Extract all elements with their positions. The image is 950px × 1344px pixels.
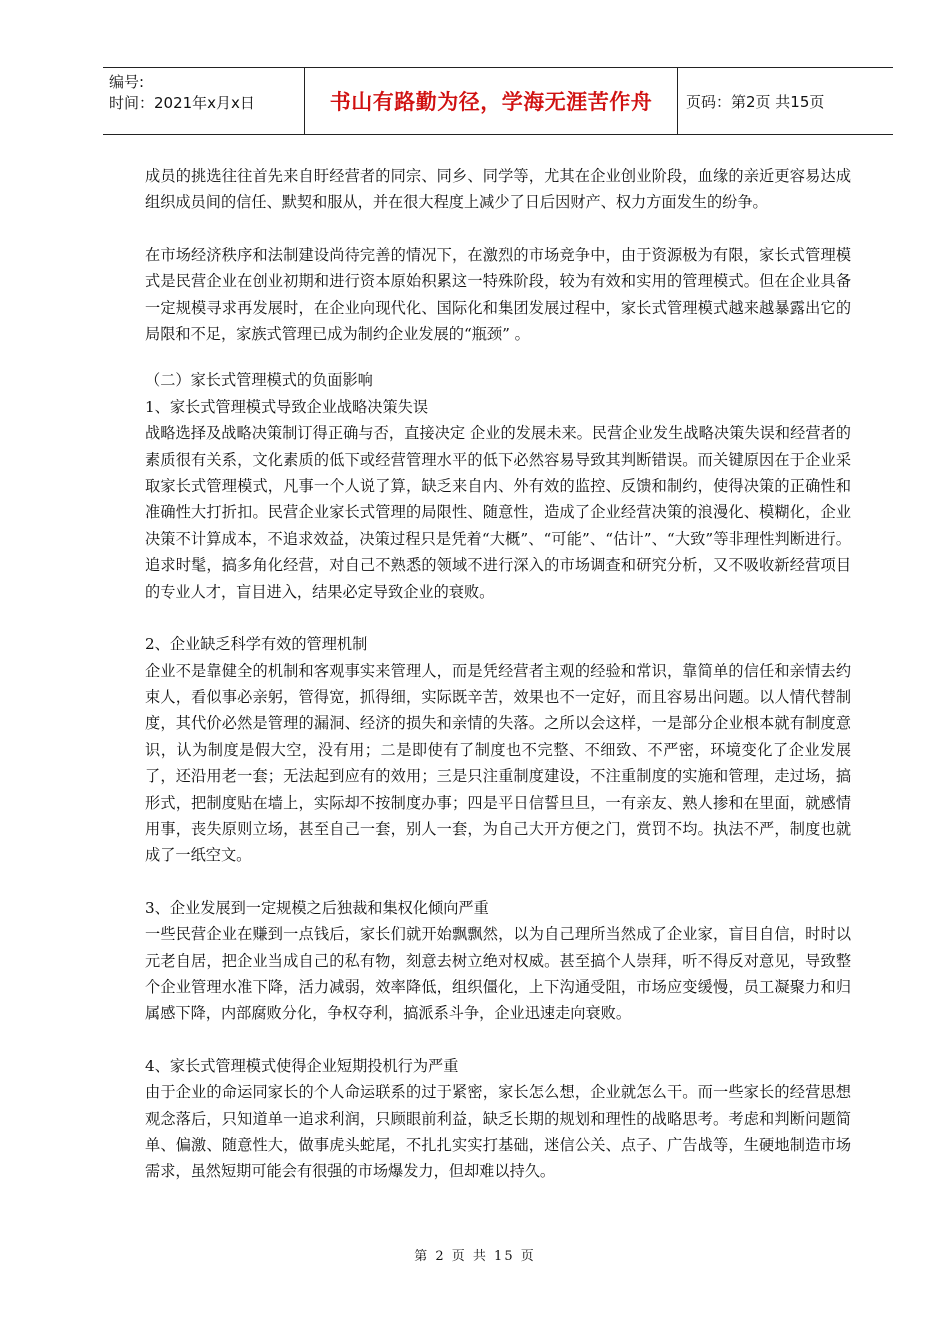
paragraph: 企业不是靠健全的机制和客观事实来管理人，而是凭经营者主观的经验和常识，靠简单的信任和亲情去约束人，看似事必亲躬，管得宽，抓得细，实际既辛苦，效果也不一定好，而且容易出问题。以人情代替制度，其代价必然是管理的漏洞、经济的损失和亲情的失落。之所以会这样，一是部分企业根本就有制度意识，认为制度是假大空，没有用；二是即使有了制度也不完整、不细致、不严密，环境变化了企业发展了，还沿用老一套；无法起到应有的效用；三是只注重制度建设，不注重制度的实施和管理，走过场，搞形式，把制度贴在墙上，实际却不按制度办事；四是平日信誓旦旦，一有亲友、熟人掺和在里面，就感情用事，丧失原则立场，甚至自己一套，别人一套，为自己大开方便之门，赏罚不均。执法不严，制度也就成了一纸空文。	[145, 661, 851, 865]
page-footer: 第 2 页 共 15 页	[414, 1249, 536, 1264]
paragraph: 战略选择及战略决策制订得正确与否，直接决定 企业的发展未来。民营企业发生战略决策失误和经营者的素质很有关系，文化素质的低下或经营管理水平的低下必然容易导致其判断错误。而关键原因在于企业采取家长式管理模式，凡事一个人说了算，缺乏来自内、外有效的监控、反馈和制约，使得决策的正确性和准确性大打折扣。民营企业家长式管理的局限性、随意性，造成了企业经营决策的浪漫化、模糊化，企业决策不计算成本，不追求效益，决策过程只是凭着“大概”、“可能”、“估计”、“大致”等非理性判断进行。追求时髦，搞多角化经营，对自己不熟悉的领域不进行深入的市场调查和研究分析，又不吸收新经营项目的专业人才，盲目进入，结果必定导致企业的衰败。	[145, 424, 851, 601]
subsection-heading: 1、家长式管理模式导致企业战略决策失误	[145, 397, 429, 416]
paragraph: 由于企业的命运同家长的个人命运联系的过于紧密，家长怎么想，企业就怎么干。而一些家长的经营思想观念落后，只知道单一追求利润，只顾眼前利益，缺乏长期的规划和理性的战略思考。考虑和判断问题简单、偏激、随意性大，做事虎头蛇尾，不扎扎实实打基础，迷信公关、点子、广告战等，生硬地制造市场需求，虽然短期可能会有很强的市场爆发力，但却难以持久。	[145, 1083, 851, 1181]
header-page-info: 页码：第2页 共15页	[686, 92, 825, 111]
paragraph: 一些民营企业在赚到一点钱后，家长们就开始飘飘然，以为自己理所当然成了企业家，盲目自信，时时以元老自居，把企业当成自己的私有物，刻意去树立绝对权威。甚至搞个人崇拜，听不得反对意见，导致整个企业管理水准下降，活力减弱，效率降低，组织僵化，上下沟通受阻，市场应变缓慢，员工凝聚力和归属感下降，内部腐败分化，争权夺利，搞派系斗争，企业迅速走向衰败。	[145, 925, 851, 1023]
page-header	[103, 67, 893, 135]
subsection-heading: 3、企业发展到一定规模之后独裁和集权化倾向严重	[145, 898, 489, 917]
document-date: 时间：2021年x月x日	[109, 94, 255, 112]
document-number-label: 编号:	[109, 73, 145, 91]
header-motto: 书山有路勤为径，学海无涯苦作舟	[329, 90, 653, 114]
section-heading: （二）家长式管理模式的负面影响	[145, 371, 373, 390]
paragraph: 在市场经济秩序和法制建设尚待完善的情况下，在激烈的市场竞争中，由于资源极为有限，家长式管理模式是民营企业在创业初期和进行资本原始积累这一特殊阶段，较为有效和实用的管理模式。但在企业具备一定规模寻求再发展时，在企业向现代化、国际化和集团发展过程中，家长式管理模式越来越暴露出它的局限和不足，家族式管理已成为制约企业发展的“瓶颈” 。	[145, 245, 851, 344]
subsection-heading: 2、企业缺乏科学有效的管理机制	[145, 635, 368, 654]
header-meta	[103, 68, 304, 134]
paragraph: 成员的挑选往往首先来自盱经营者的同宗、同乡、同学等，尤其在企业创业阶段，血缘的亲近更容易达成组织成员间的信任、默契和服从，并在很大程度上减少了日后因财产、权力方面发生的纷争。	[145, 167, 851, 212]
subsection-heading: 4、家长式管理模式使得企业短期投机行为严重	[145, 1056, 459, 1075]
header-motto-cell	[304, 68, 678, 134]
document-body	[145, 163, 851, 1185]
